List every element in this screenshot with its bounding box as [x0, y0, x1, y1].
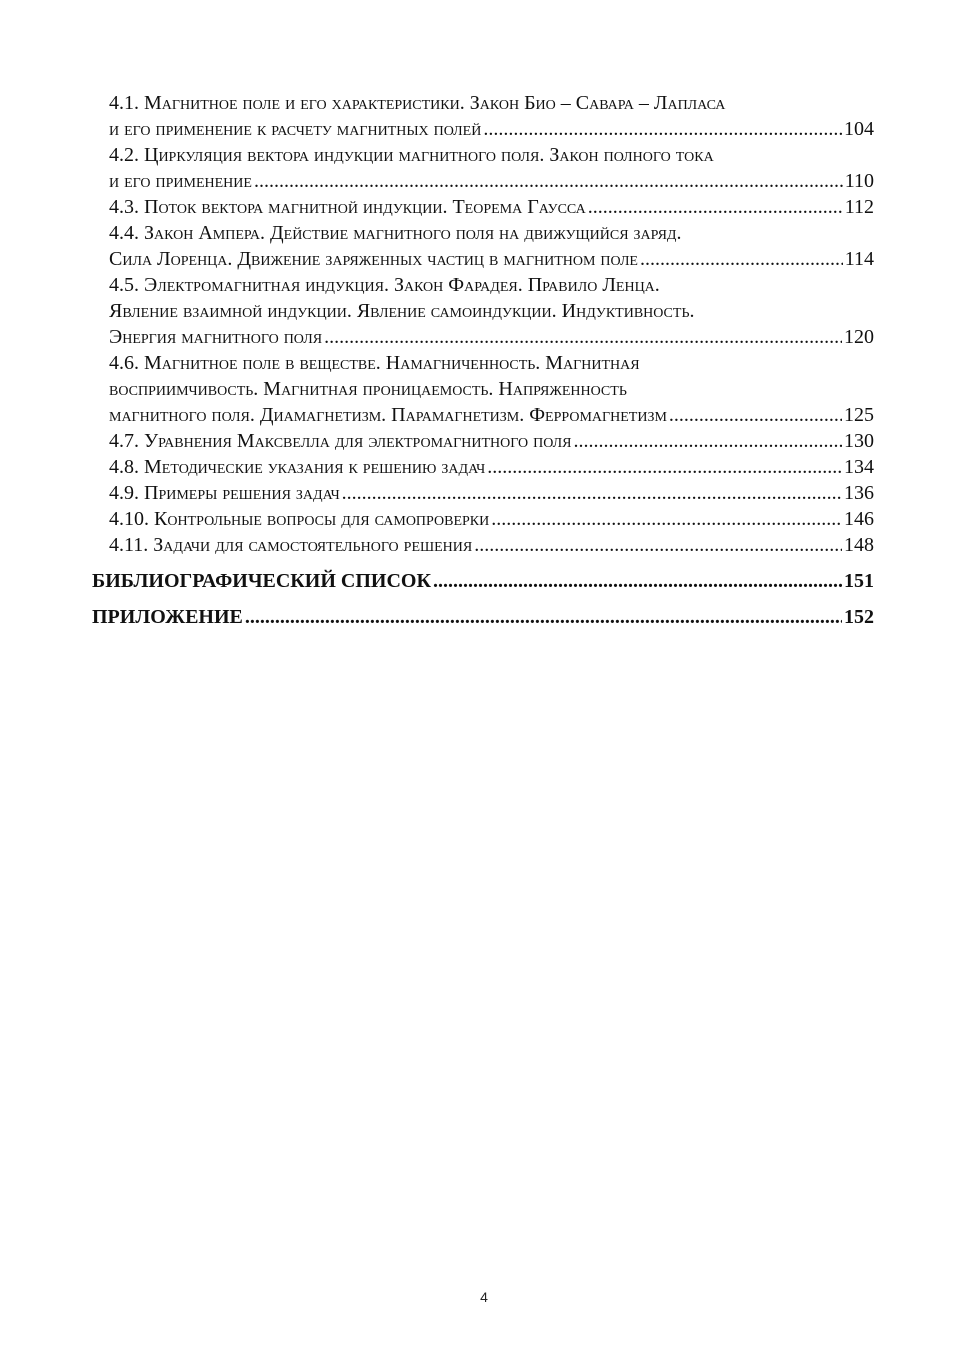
- toc-entry[interactable]: [92, 454, 874, 480]
- dot-leader: [491, 506, 842, 532]
- toc-entry-title: 4.10. Контрольные вопросы для самопроверки: [109, 508, 490, 530]
- toc-entry-line: 4.4. Закон Ампера. Действие магнитного поля на движущийся заряд.: [109, 222, 682, 244]
- toc-entry[interactable]: [92, 532, 874, 558]
- toc-entry-last-line: [109, 480, 874, 506]
- toc-entry[interactable]: [92, 90, 874, 142]
- dot-leader: [483, 116, 842, 142]
- toc-entry-last-line: [109, 194, 874, 220]
- toc-entry[interactable]: [92, 480, 874, 506]
- toc-section-list: [92, 568, 874, 630]
- toc-entry-title: магнитного поля. Диамагнетизм. Парамагнетизм. Ферромагнетизм: [109, 404, 667, 426]
- toc-entry-line: Явление взаимной индукции. Явление самоиндукции. Индуктивность.: [109, 300, 695, 322]
- page-number: 4: [480, 1289, 488, 1305]
- toc-page-number: 134: [844, 456, 874, 478]
- toc-entry[interactable]: [92, 272, 874, 350]
- toc-entry[interactable]: [92, 142, 874, 194]
- toc-entry-last-line: [109, 454, 874, 480]
- dot-leader: [254, 168, 843, 194]
- dot-leader: [640, 246, 843, 272]
- toc-entry-line: восприимчивость. Магнитная проницаемость. Напряженность: [109, 378, 627, 400]
- toc-entry-line: 4.5. Электромагнитная индукция. Закон Фарадея. Правило Ленца.: [109, 274, 660, 296]
- dot-leader: [588, 194, 843, 220]
- dot-leader: [669, 402, 842, 428]
- toc-subsection-list: [92, 90, 874, 558]
- toc-page-number: 114: [844, 248, 874, 270]
- toc-entry-title: 4.3. Поток вектора магнитной индукции. Теорема Гаусса: [109, 196, 586, 218]
- toc-entry[interactable]: [92, 428, 874, 454]
- toc-entry-line: 4.2. Циркуляция вектора индукции магнитного поля. Закон полного тока: [109, 144, 714, 166]
- toc-entry-title: и его применение: [109, 170, 252, 192]
- toc-page-number: 136: [844, 482, 874, 504]
- toc-page-number: 146: [844, 508, 874, 530]
- toc-page-number: 110: [844, 170, 874, 192]
- toc-page-number: 112: [844, 196, 874, 218]
- toc-entry-title: 4.11. Задачи для самостоятельного решения: [109, 534, 473, 556]
- dot-leader: [487, 454, 842, 480]
- dot-leader: [433, 568, 842, 594]
- toc-entry[interactable]: [92, 220, 874, 272]
- toc-entry-last-line: [109, 506, 874, 532]
- toc-entry-last-line: [109, 402, 874, 428]
- toc-page-number: 120: [844, 326, 874, 348]
- toc-page-number: 151: [844, 570, 874, 592]
- dot-leader: [573, 428, 842, 454]
- toc-entry-title: Сила Лоренца. Движение заряженных частиц в магнитном поле: [109, 248, 638, 270]
- toc-entry-line: 4.1. Магнитное поле и его характеристики. Закон Био – Савара – Лапласа: [109, 92, 726, 114]
- toc-entry[interactable]: [92, 506, 874, 532]
- toc-entry-title: и его применение к расчету магнитных полей: [109, 118, 482, 140]
- table-of-contents: [92, 90, 874, 630]
- toc-entry-title: Энергия магнитного поля: [109, 326, 323, 348]
- toc-section-entry[interactable]: [92, 604, 874, 630]
- toc-entry-last-line: [109, 428, 874, 454]
- toc-section-entry[interactable]: [92, 568, 874, 594]
- toc-entry-title: 4.8. Методические указания к решению задач: [109, 456, 486, 478]
- toc-entry-last-line: [109, 532, 874, 558]
- toc-entry-title: 4.7. Уравнения Максвелла для электромагнитного поля: [109, 430, 572, 452]
- toc-page-number: 148: [844, 534, 874, 556]
- toc-page-number: 104: [844, 118, 874, 140]
- dot-leader: [245, 604, 842, 630]
- toc-page-number: 125: [844, 404, 874, 426]
- toc-entry-last-line: [109, 116, 874, 142]
- toc-section-title: БИБЛИОГРАФИЧЕСКИЙ СПИСОК: [92, 570, 431, 592]
- toc-entry-line: 4.6. Магнитное поле в веществе. Намагниченность. Магнитная: [109, 352, 640, 374]
- toc-entry-last-line: [109, 324, 874, 350]
- toc-entry-title: 4.9. Примеры решения задач: [109, 482, 340, 504]
- toc-page-number: 130: [844, 430, 874, 452]
- toc-entry[interactable]: [92, 350, 874, 428]
- toc-section-title: ПРИЛОЖЕНИЕ: [92, 606, 243, 628]
- toc-entry-last-line: [109, 246, 874, 272]
- toc-page-number: 152: [844, 606, 874, 628]
- dot-leader: [324, 324, 842, 350]
- dot-leader: [342, 480, 842, 506]
- toc-entry[interactable]: [92, 194, 874, 220]
- dot-leader: [474, 532, 842, 558]
- toc-entry-last-line: [109, 168, 874, 194]
